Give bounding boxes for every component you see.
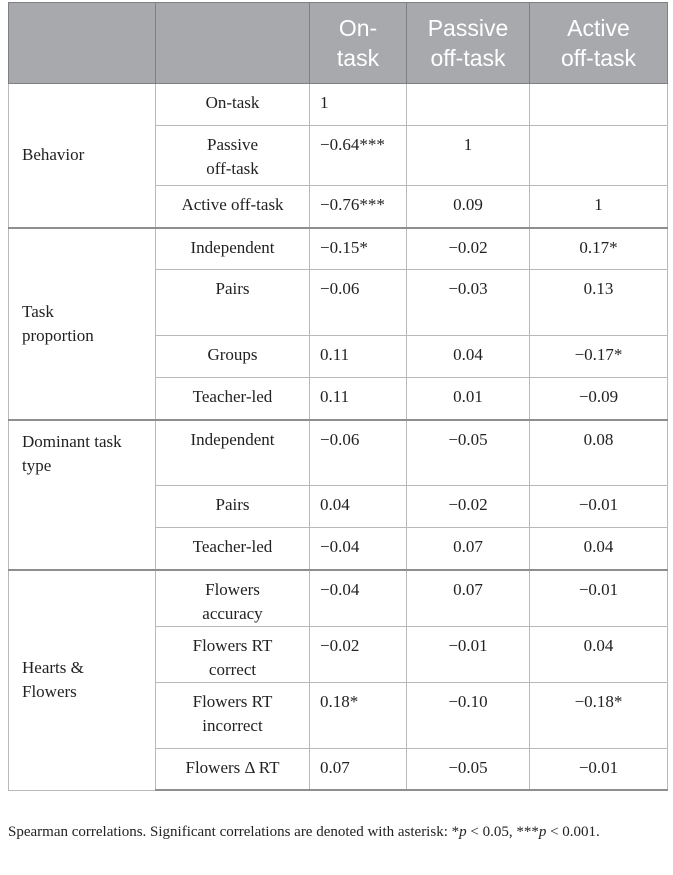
- header-active-off-task: [530, 3, 668, 84]
- header-blank-variable: [156, 3, 310, 84]
- value-cell-active-off-task: −0.17*: [530, 336, 668, 378]
- value-cell-active-off-task: −0.18*: [530, 682, 668, 748]
- value-cell-active-off-task: 0.17*: [530, 228, 668, 270]
- header-row: [9, 3, 668, 84]
- value-cell-passive-off-task: −0.05: [407, 420, 530, 486]
- value-cell-active-off-task: 1: [530, 186, 668, 228]
- table-row: [9, 228, 668, 270]
- variable-label: Flowers Δ RT: [156, 748, 310, 790]
- value-cell-on-task: −0.06: [310, 270, 407, 336]
- footnote-p-symbol-2: p: [538, 824, 547, 840]
- header-passive-off-task-label: Passive off-task: [427, 15, 509, 71]
- header-on-task-label: On- task: [336, 15, 380, 71]
- header-on-task: [310, 3, 407, 84]
- value-cell-on-task: −0.15*: [310, 228, 407, 270]
- variable-label: Groups: [156, 336, 310, 378]
- value-cell-active-off-task: 0.04: [530, 626, 668, 682]
- value-cell-on-task: −0.06: [310, 420, 407, 486]
- group-label: Hearts & Flowers: [9, 570, 156, 791]
- value-cell-passive-off-task: 0.01: [407, 378, 530, 420]
- table-footnote: [8, 821, 667, 843]
- value-cell-passive-off-task: 0.07: [407, 528, 530, 570]
- footnote-text-2: < 0.05, ***: [466, 824, 539, 840]
- variable-label: On-task: [156, 84, 310, 126]
- value-cell-passive-off-task: 0.04: [407, 336, 530, 378]
- variable-label: Pairs: [156, 270, 310, 336]
- group-label: Behavior: [9, 84, 156, 228]
- value-cell-passive-off-task: 1: [407, 126, 530, 186]
- value-cell-on-task: 0.04: [310, 486, 407, 528]
- value-cell-active-off-task: −0.09: [530, 378, 668, 420]
- variable-label: Flowers RT incorrect: [156, 682, 310, 748]
- value-cell-on-task: −0.04: [310, 528, 407, 570]
- value-cell-active-off-task: [530, 126, 668, 186]
- value-cell-active-off-task: 0.13: [530, 270, 668, 336]
- correlation-table: [8, 2, 668, 791]
- value-cell-on-task: 0.11: [310, 378, 407, 420]
- header-passive-off-task: [407, 3, 530, 84]
- value-cell-passive-off-task: −0.05: [407, 748, 530, 790]
- value-cell-passive-off-task: 0.09: [407, 186, 530, 228]
- variable-label: Flowers accuracy: [156, 570, 310, 627]
- value-cell-on-task: −0.64***: [310, 126, 407, 186]
- value-cell-on-task: 1: [310, 84, 407, 126]
- value-cell-on-task: 0.11: [310, 336, 407, 378]
- value-cell-on-task: 0.18*: [310, 682, 407, 748]
- group-label: Dominant task type: [9, 420, 156, 570]
- variable-label: Passive off-task: [156, 126, 310, 186]
- value-cell-passive-off-task: −0.02: [407, 486, 530, 528]
- table-row: [9, 84, 668, 126]
- value-cell-passive-off-task: 0.07: [407, 570, 530, 627]
- value-cell-active-off-task: −0.01: [530, 748, 668, 790]
- variable-label: Flowers RT correct: [156, 626, 310, 682]
- variable-label: Teacher-led: [156, 528, 310, 570]
- value-cell-on-task: 0.07: [310, 748, 407, 790]
- header-blank-group: [9, 3, 156, 84]
- variable-label: Active off-task: [156, 186, 310, 228]
- variable-label: Independent: [156, 228, 310, 270]
- group-label: Task proportion: [9, 228, 156, 420]
- value-cell-active-off-task: 0.08: [530, 420, 668, 486]
- table-row: [9, 570, 668, 627]
- value-cell-passive-off-task: [407, 84, 530, 126]
- header-active-off-task-label: Active off-task: [561, 15, 636, 71]
- value-cell-active-off-task: [530, 84, 668, 126]
- value-cell-active-off-task: −0.01: [530, 486, 668, 528]
- table-row: [9, 420, 668, 486]
- value-cell-passive-off-task: −0.02: [407, 228, 530, 270]
- value-cell-active-off-task: −0.01: [530, 570, 668, 627]
- value-cell-on-task: −0.02: [310, 626, 407, 682]
- variable-label: Independent: [156, 420, 310, 486]
- value-cell-on-task: −0.04: [310, 570, 407, 627]
- variable-label: Teacher-led: [156, 378, 310, 420]
- value-cell-on-task: −0.76***: [310, 186, 407, 228]
- footnote-text-3: < 0.001.: [546, 824, 600, 840]
- value-cell-passive-off-task: −0.03: [407, 270, 530, 336]
- footnote-p-symbol-1: p: [459, 824, 467, 840]
- value-cell-passive-off-task: −0.10: [407, 682, 530, 748]
- footnote-text-1: Spearman correlations. Significant correlations are denoted with asterisk: *: [8, 824, 460, 840]
- value-cell-passive-off-task: −0.01: [407, 626, 530, 682]
- variable-label: Pairs: [156, 486, 310, 528]
- value-cell-active-off-task: 0.04: [530, 528, 668, 570]
- table-body: [9, 84, 668, 791]
